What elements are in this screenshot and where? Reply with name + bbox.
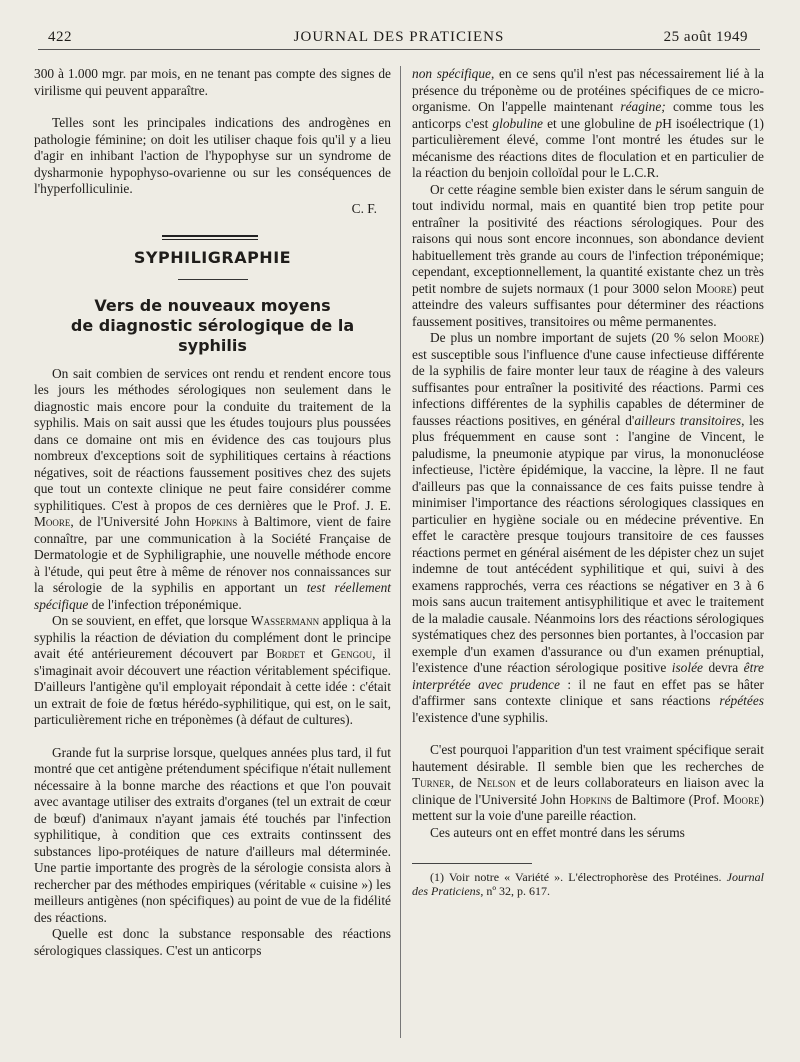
- issue-date: 25 août 1949: [663, 29, 748, 45]
- article-title-line: de diagnostic sérologique de la syphilis: [70, 315, 355, 355]
- author-name: Wassermann: [250, 613, 320, 628]
- author-name: Bordet: [266, 646, 306, 661]
- paragraph: Telles sont les principales indications des androgènes en pathologie féminine; on doit les utiliser chaque fois qu'il y a lieu d'agir en inhibant l'action de l'hypophyse sur un syndrome de dysharmonie hypophyso-ovarienne ou sur les conséquences de l'hyperfolliculinie.: [34, 115, 391, 196]
- section-rule: [162, 235, 258, 240]
- paragraph: On se souvient, en effet, que lorsque Wassermann appliqua à la syphilis la réaction de déviation du complément dont le principe avait été antérieurement découvert par Bordet et Gengou, il s'imaginait avoir découvert une réaction véritablement spécifique. D'ailleurs l'antigène qu'il employait répondait à cette idée : c'était un extrait de foie de fœtus hérédo-syphilitique, qui est, on le sait, particulièrement riche en tréponèmes (à défaut de cultures).: [34, 613, 392, 727]
- column-divider: [400, 66, 401, 1038]
- author-name: Moore: [723, 791, 760, 807]
- paragraph: C'est pourquoi l'apparition d'un test vraiment spécifique serait hautement désirable. Il semble bien que les recherches de Turner, de Nelson et de leurs collaborateurs en liaison avec la clinique de l'Université John Hopkins de Baltimore (Prof. Moore) mettent sur la voie d'une pareille réaction.: [412, 742, 765, 823]
- author-name: Gengou: [330, 646, 373, 661]
- author-name: Moore: [34, 514, 71, 529]
- paragraph: non spécifique, en ce sens qu'il n'est pas nécessairement lié à la présence du tréponème ou de protéines spécifiques de ce micro-organisme. On l'appelle maintenant réagine; comme tous les anticorps c'est globuline et une globuline de pH isoélectrique (1) particulièrement élevé, comme l'ont montré les études sur le mécanisme des réactions dites de floculation et en particulier de la réaction du benjoin colloïdal pour le L.C.R.: [412, 66, 764, 180]
- author-signature: C. F.: [351, 200, 377, 216]
- right-column: [412, 66, 764, 898]
- author-name: Hopkins: [195, 514, 238, 529]
- paragraph: On sait combien de services ont rendu et rendent encore tous les jours les méthodes sérologiques non seulement dans le diagnostic mais encore pour la conduite du traitement de la syphilis. Mais on sait aussi que les études toujours plus poussées dans ce domaine ont mis en évidence des cas toujours plus nombreux d'exceptions soit de syphilitiques certains à réactions négatives, soit de réactions faussement positives chez des sujets que tout un contexte clinique ne peut faire considérer comme syphilitiques. C'est à propos de ces dernières que le Prof. J. E. Moore, de l'Université John Hopkins à Baltimore, vient de faire connaître, par une communication à la Société Française de Dermatologie et de Syphiligraphie, une nouvelle méthode encore à l'étude, qui peut être à même de rénover nos connaissances sur la sérologie de la syphilis en apportant un test réellement spécifique de l'infection tréponémique.: [34, 365, 391, 612]
- footnote-rule: [412, 863, 532, 864]
- paragraph: Ces auteurs ont en effet montré dans les sérums: [430, 824, 685, 840]
- article-title-line: Vers de nouveaux moyens: [94, 295, 331, 315]
- article-title: [34, 296, 391, 356]
- page-number: 422: [48, 29, 72, 45]
- author-name: Turner: [412, 775, 451, 790]
- left-column: [34, 66, 391, 959]
- paragraph: De plus un nombre important de sujets (20 % selon Moore) est susceptible sous l'influence d'une cause infectieuse différente de la syphilis de faire monter leur taux de réagine à des valeurs suffisantes pour entraîner la positivité des réactions. Parmi ces infections différentes de la syphilis capables de déterminer de fausses réactions positives, en général d'ailleurs transitoires, les plus fréquemment en cause sont : l'angine de Vincent, le paludisme, la pneumonie atypique par virus, la mononucléose infectieuse, l'ictère épidémique, la vaccine, la lèpre. Il ne faut d'ailleurs pas que la connaissance de ces faits puisse tendre à minimiser l'importance des réactions sérologiques classiques en particulier en hygiène sociale ou en médecine préventive. En effet le caractère presque toujours transitoire de ces fausses réactions permet en général aisément de les dépister chez un sujet indemne de tout antécédent syphilitique et qui, suivi à des examens rapprochés, verra ces réactions se négativer en 3 à 6 mois sans aucun traitement antisyphilitique et avec le traitement de la maladie causale. Néanmoins lors des réactions sérologiques systématiques chez des personnes bien portantes, à l'occasion par exemple d'un examen d'assurance ou d'un examen prénuptial, l'existence d'une réaction sérologique positive isolée devra être interprétée avec prudence : il ne faut en effet pas se hâter d'affirmer sans contexte clinique et sans réactions répétées l'existence d'une syphilis.: [412, 330, 765, 725]
- page-header: [38, 27, 760, 50]
- author-name: Hopkins: [569, 791, 612, 807]
- author-name: Moore: [723, 330, 760, 345]
- paragraph: Or cette réagine semble bien exister dans le sérum sanguin de tout individu normal, mais en quantité bien trop petite pour entraîner la positivité des réactions sérologiques. Pour des raisons qui nous sont encore inconnues, son abondance devient habituellement très grande au cours de l'infection tréponémique; cependant, exceptionnellement, la quantité existante chez un très petit nombre de sujets normaux (1 pour 3000 selon Moore) peut atteindre des valeurs suffisantes pour déterminer des réactions faussement positives, transitoires ou même permanentes.: [412, 181, 764, 329]
- paragraph: 300 à 1.000 mgr. par mois, en ne tenant pas compte des signes de virilisme qui peuvent apparaître.: [34, 66, 391, 98]
- author-name: Nelson: [477, 775, 516, 790]
- section-title: SYPHILIGRAPHIE: [133, 248, 292, 267]
- author-name: Moore: [695, 280, 733, 296]
- journal-title: JOURNAL DES PRATICIENS: [293, 29, 505, 45]
- paragraph: Grande fut la surprise lorsque, quelques années plus tard, il fut montré que cet antigène prétendument spécifique n'était nullement nécessaire à la bonne marche des réactions et que l'on pouvait avec avantage utiliser des extraits d'organes (tel un extrait de cœur de bœuf) d'animaux n'ayant jamais été touchés par l'infection syphilitique, à condition que ces extraits continssent des substances lipo-protéiques de nature d'ailleurs mal déterminée. Une partie importante des progrès de la sérologie consista alors à rechercher par des méthodes empiriques (véritable « cuisine ») les meilleurs antigènes (non spécifiques) au point de vue de la fidélité des réactions.: [34, 744, 391, 925]
- footnote: (1) Voir notre « Variété ». L'électrophorèse des Protéines. Journal des Praticiens, nº 32, p. 617.: [412, 870, 764, 898]
- divider: [178, 279, 248, 280]
- paragraph: Quelle est donc la substance responsable des réactions sérologiques classiques. C'est un anticorps: [34, 926, 391, 958]
